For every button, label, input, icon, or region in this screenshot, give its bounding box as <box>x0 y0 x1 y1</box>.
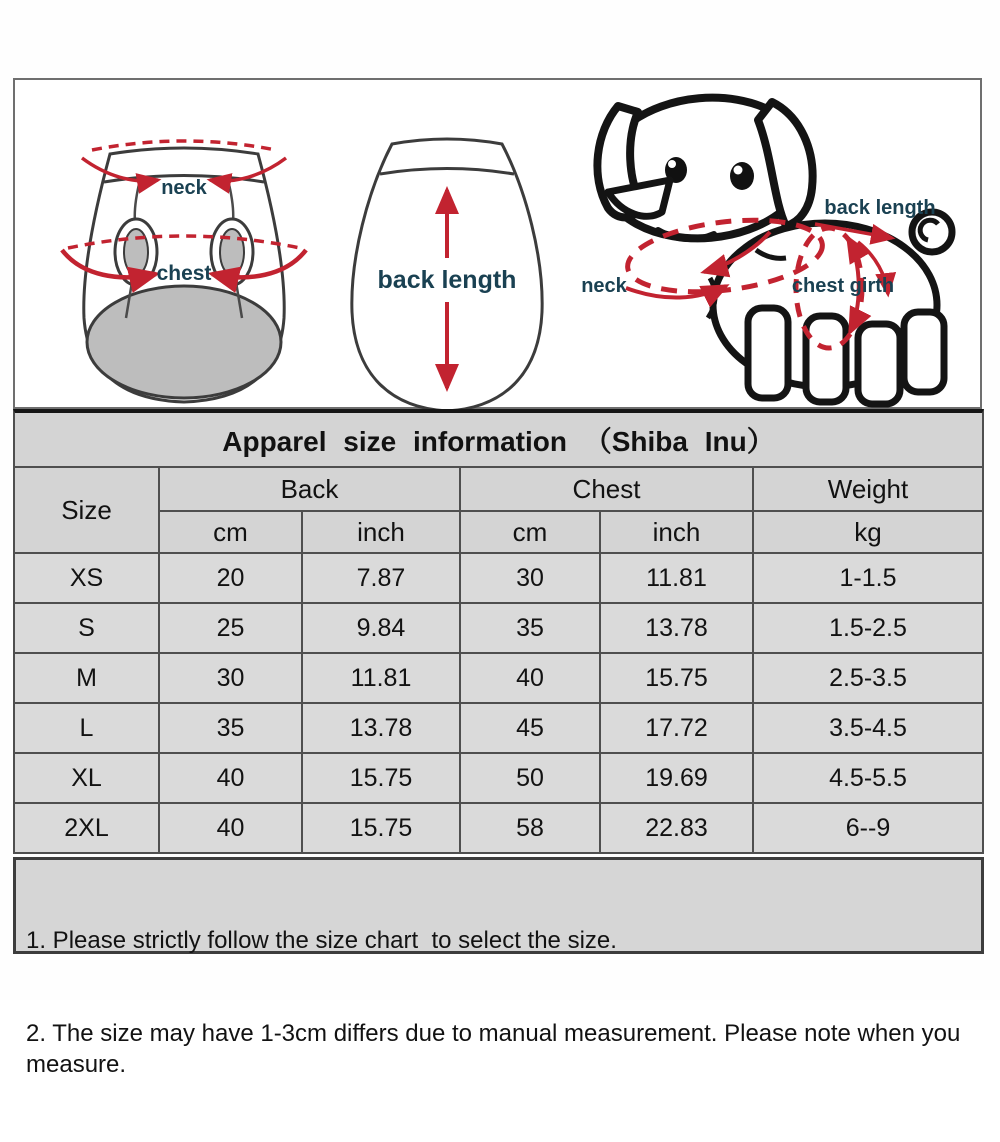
note-line-2: 2. The size may have 1-3cm differs due to manual measurement. Please note when you measure. <box>26 1020 967 1078</box>
table-cell: 3.5-4.5 <box>753 703 983 753</box>
table-cell: 9.84 <box>302 603 460 653</box>
back-length-label: back length <box>377 266 517 294</box>
table-cell: 19.69 <box>600 753 753 803</box>
dog-hind-leg-far <box>904 312 944 392</box>
table-cell: 17.72 <box>600 703 753 753</box>
garment-front-diagram <box>52 128 317 413</box>
table-cell: 13.78 <box>600 603 753 653</box>
table-cell: 25 <box>159 603 302 653</box>
note-line-1: 1. Please strictly follow the size chart to select the size. <box>26 927 617 954</box>
table-cell: 40 <box>159 753 302 803</box>
table-row <box>14 803 983 853</box>
row-size-label: M <box>14 653 159 703</box>
header-chest: Chest <box>460 467 753 511</box>
table-cell: 15.75 <box>600 653 753 703</box>
table-cell: 11.81 <box>302 653 460 703</box>
header-weight-kg: kg <box>753 511 983 553</box>
header-back-inch: inch <box>302 511 460 553</box>
table-cell: 11.81 <box>600 553 753 603</box>
table-cell: 50 <box>460 753 600 803</box>
chest-label: chest <box>156 262 212 285</box>
table-cell: 45 <box>460 703 600 753</box>
table-row <box>14 703 983 753</box>
row-size-label: L <box>14 703 159 753</box>
table-cell: 2.5-3.5 <box>753 653 983 703</box>
table-row <box>14 753 983 803</box>
header-back-cm: cm <box>159 511 302 553</box>
garment-front-hem <box>87 286 281 398</box>
header-weight: Weight <box>753 467 983 511</box>
table-row <box>14 603 983 653</box>
neck-label: neck <box>161 177 207 199</box>
garment-back-diagram <box>330 130 565 415</box>
row-size-label: 2XL <box>14 803 159 853</box>
dog-diagram <box>560 80 975 418</box>
table-row <box>14 553 983 603</box>
table-row <box>14 653 983 703</box>
header-size: Size <box>14 467 159 553</box>
table-cell: 40 <box>460 653 600 703</box>
table-cell: 35 <box>460 603 600 653</box>
page-title: Apparel size information （Shiba Inu） <box>222 425 775 457</box>
table-cell: 1.5-2.5 <box>753 603 983 653</box>
table-cell: 35 <box>159 703 302 753</box>
table-cell: 58 <box>460 803 600 853</box>
header-back: Back <box>159 467 460 511</box>
table-cell: 15.75 <box>302 753 460 803</box>
dog-eye-right-highlight <box>734 166 743 175</box>
table-cell: 4.5-5.5 <box>753 753 983 803</box>
header-chest-inch: inch <box>600 511 753 553</box>
dog-eye-right <box>730 162 754 190</box>
size-table-container <box>13 466 984 854</box>
table-cell: 1-1.5 <box>753 553 983 603</box>
size-table <box>13 466 984 854</box>
row-size-label: XL <box>14 753 159 803</box>
notes-box <box>13 857 984 1078</box>
row-size-label: XS <box>14 553 159 603</box>
table-cell: 30 <box>159 653 302 703</box>
dog-eye-left-highlight <box>668 160 676 168</box>
table-cell: 15.75 <box>302 803 460 853</box>
table-cell: 7.87 <box>302 553 460 603</box>
table-cell: 22.83 <box>600 803 753 853</box>
dog-hind-leg-near <box>858 324 900 404</box>
dog-front-leg-left <box>748 308 788 398</box>
dog-chest-girth-label: chest girth <box>791 275 895 297</box>
table-cell: 30 <box>460 553 600 603</box>
table-cell: 13.78 <box>302 703 460 753</box>
table-cell: 20 <box>159 553 302 603</box>
dog-front-leg-right <box>806 316 846 402</box>
header-chest-cm: cm <box>460 511 600 553</box>
table-cell: 6--9 <box>753 803 983 853</box>
dog-back-length-label: back length <box>824 197 936 219</box>
row-size-label: S <box>14 603 159 653</box>
table-cell: 40 <box>159 803 302 853</box>
dog-neck-label: neck <box>581 275 627 297</box>
